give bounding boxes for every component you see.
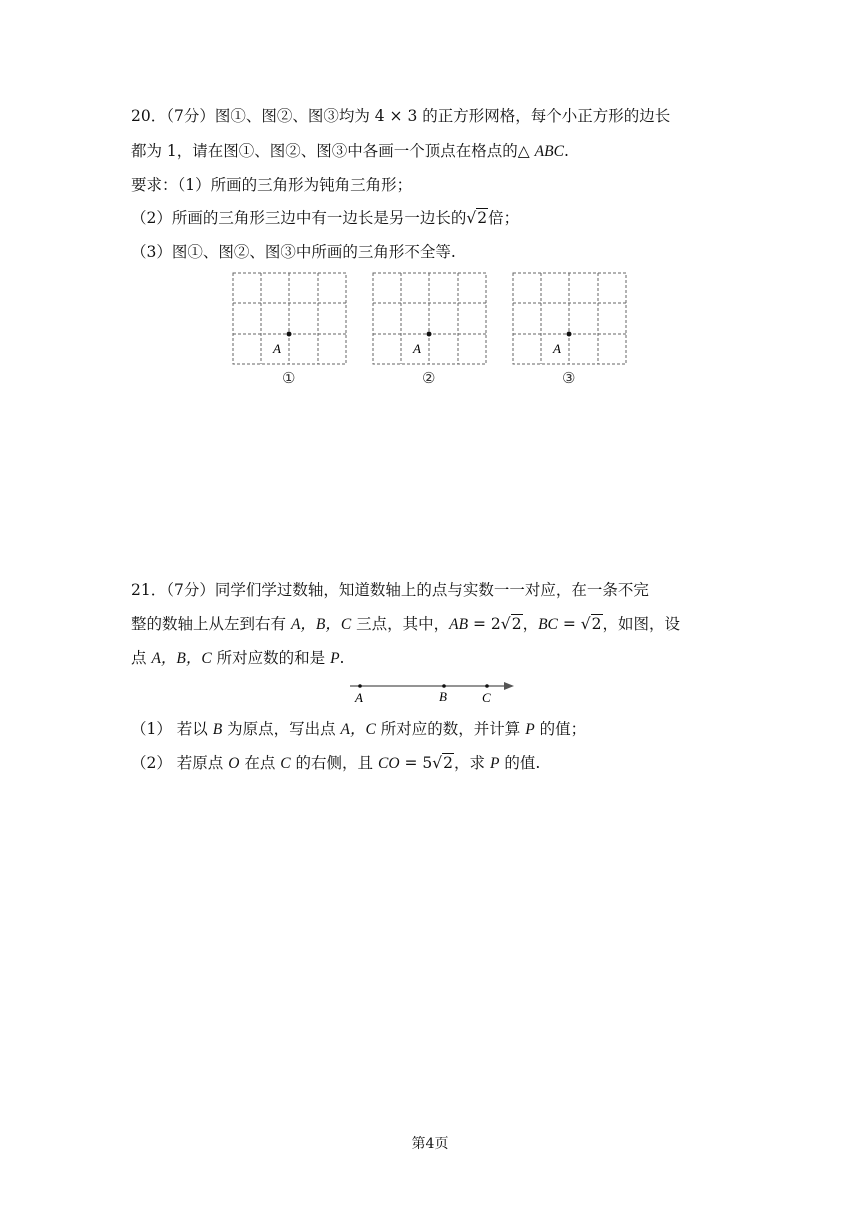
grid-label-1: ① — [282, 369, 296, 387]
page-number: 第4页 — [411, 1136, 449, 1152]
q20-requirement-2: （2）所画的三角形三边中有一边长是另一边长的√2倍； — [131, 209, 520, 227]
grid-point-a — [287, 332, 292, 337]
q21-part2: （2） 若原点 O 在点 C 的右侧，且 CO = 5√2，求 P 的值. — [131, 754, 541, 772]
axis-label-c: C — [482, 690, 491, 705]
q20-line1: 20．（7分）图①、图②、图③均为 4 × 3 的正方形网格，每个小正方形的边长 — [131, 107, 671, 125]
sqrt-2: √2 — [580, 615, 602, 633]
axis-point-a — [358, 684, 362, 688]
grid-point-a — [567, 332, 572, 337]
grid-figure-3 — [512, 272, 628, 366]
point-label-a: A — [553, 341, 561, 356]
q21-part1: （1） 若以 B 为原点，写出点 A，C 所对应的数，并计算 P 的值； — [131, 720, 587, 738]
q20-line2: 都为 1，请在图①、图②、图③中各画一个顶点在格点的△ ABC. — [131, 142, 569, 160]
axis-arrow-icon — [504, 682, 514, 690]
q20-requirement-1: 要求：（1）所画的三角形为钝角三角形； — [131, 176, 413, 194]
q21-line2: 整的数轴上从左到右有 A，B，C 三点，其中，AB = 2√2，BC = √2，如图，设 — [131, 615, 681, 633]
grid-point-a — [427, 332, 432, 337]
grid-figure-2 — [372, 272, 488, 366]
grid-label-2: ② — [422, 369, 436, 387]
q20-requirement-3: （3）图①、图②、图③中所画的三角形不全等. — [131, 243, 456, 261]
axis-label-b: B — [439, 689, 447, 704]
q21-line1: 21．（7分）同学们学过数轴，知道数轴上的点与实数一一对应，在一条不完 — [131, 581, 649, 599]
grid-figure-1 — [232, 272, 348, 366]
number-line — [348, 676, 518, 706]
axis-point-c — [485, 684, 489, 688]
sqrt-2: √2 — [500, 615, 522, 633]
sqrt-2: √2 — [466, 209, 488, 227]
q21-line3: 点 A，B，C 所对应数的和是 P. — [131, 649, 345, 667]
triangle-symbol: △ — [517, 142, 535, 160]
grid-label-3: ③ — [562, 369, 576, 387]
point-label-a: A — [273, 341, 281, 356]
axis-point-b — [442, 684, 446, 688]
axis-label-a: A — [355, 690, 363, 705]
point-label-a: A — [413, 341, 421, 356]
sqrt-2: √2 — [432, 754, 453, 772]
